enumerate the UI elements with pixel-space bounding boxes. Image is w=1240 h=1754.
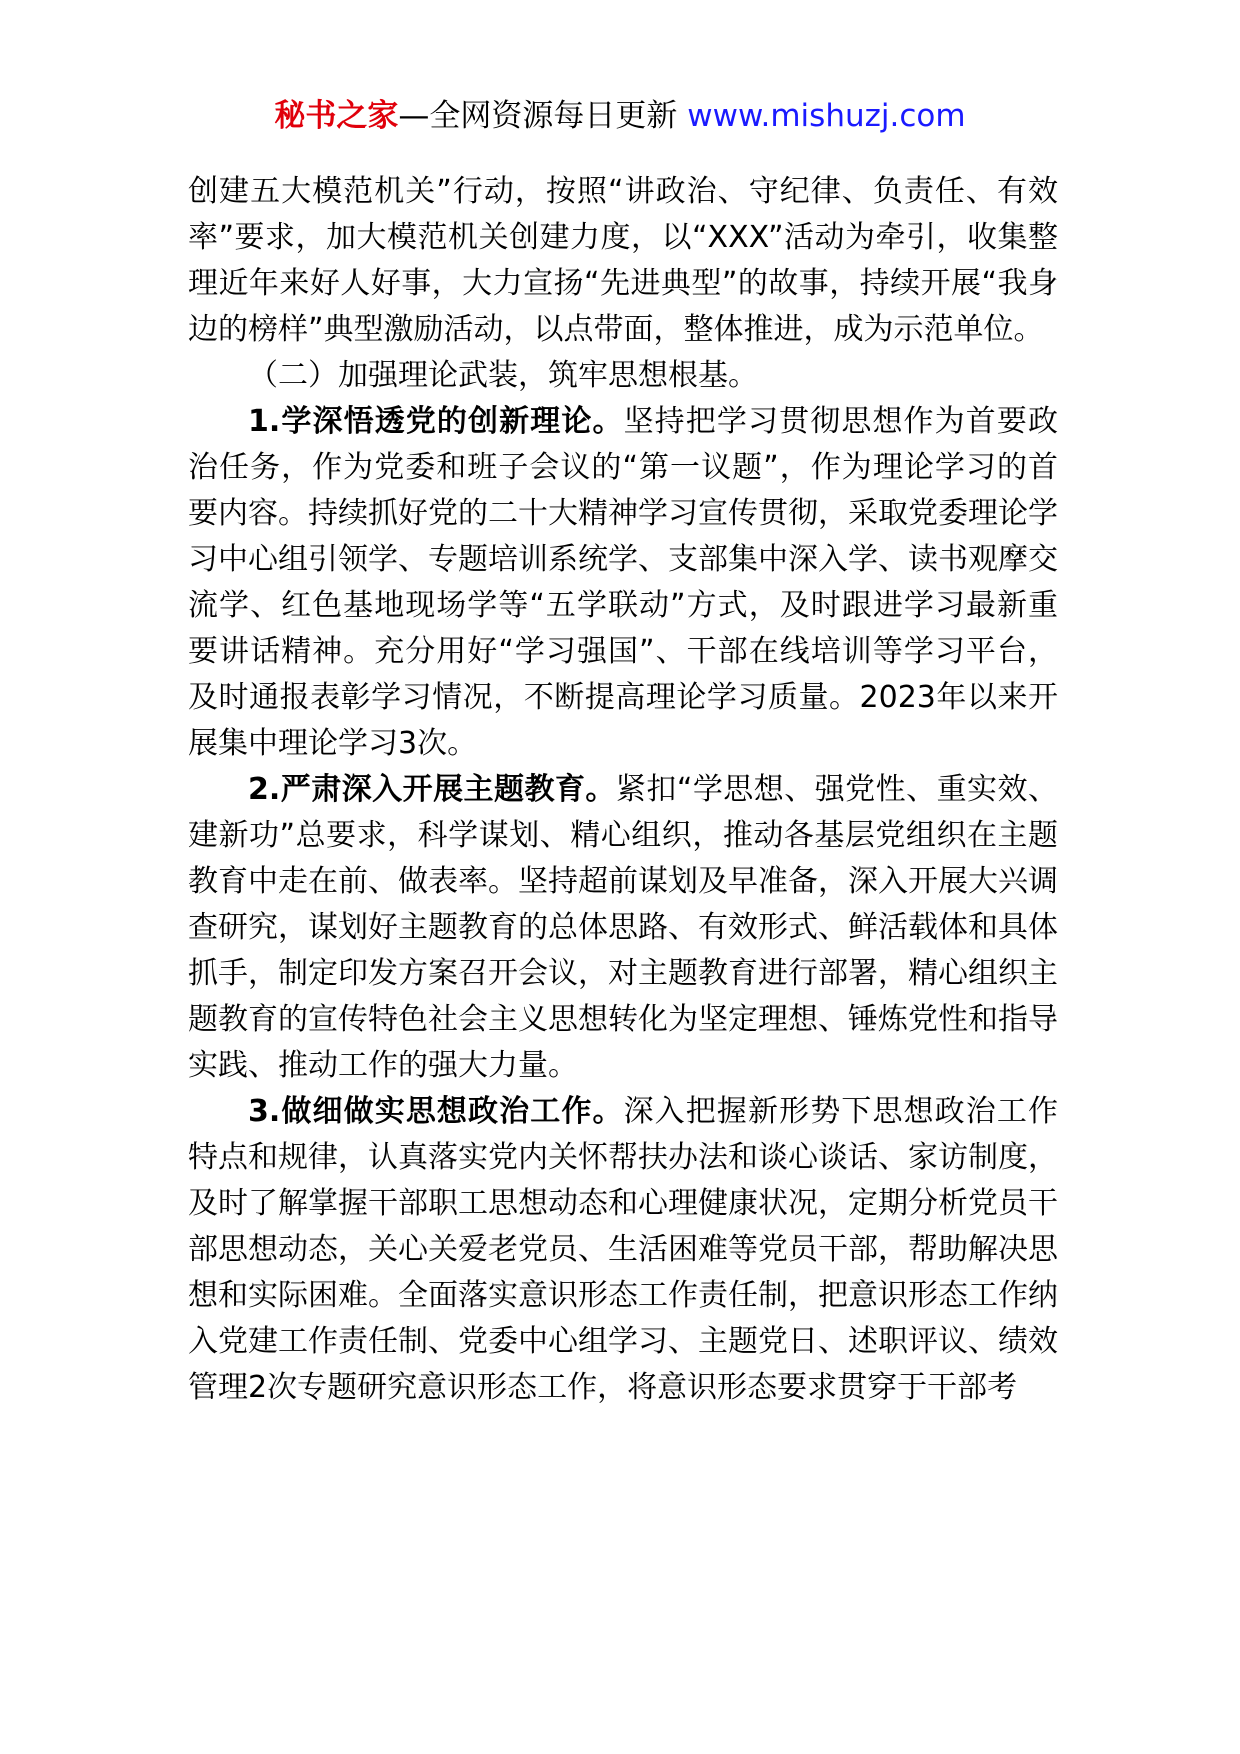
page-header (0, 96, 1240, 136)
paragraph-item-1 (188, 399, 1058, 767)
section-heading: （二）加强理论武装，筑牢思想根基。 (248, 358, 758, 393)
item-2-text: 紧扣“学思想、强党性、重实效、建新功”总要求，科学谋划、精心组织，推动各基层党组织在主题教育中走在前、做表率。坚持超前谋划及早准备，深入开展大兴调查研究，谋划好主题教育的总体思路、有效形式、鲜活载体和具体抓手，制定印发方案召开会议，对主题教育进行部署，精心组织主题教育的宣传特色社会主义思想转化为坚定理想、锤炼党性和指导实践、推动工作的强大力量。 (188, 772, 1058, 1083)
document-body (188, 169, 1058, 1411)
item-3-text: 深入把握新形势下思想政治工作特点和规律，认真落实党内关怀帮扶办法和谈心谈话、家访制度，及时了解掌握干部职工思想动态和心理健康状况，定期分析党员干部思想动态，关心关爱老党员、生活困难等党员干部，帮助解决思想和实际困难。全面落实意识形态工作责任制，把意识形态工作纳入党建工作责任制、党委中心组学习、主题党日、述职评议、绩效管理2次专题研究意识形态工作，将意识形态要求贯穿于干部考 (188, 1094, 1058, 1405)
paragraph-item-2 (188, 767, 1058, 1089)
paragraph-item-3 (188, 1089, 1058, 1411)
brand-name: 秘书之家 (274, 98, 399, 134)
item-3-heading: 3.做细做实思想政治工作。 (248, 1094, 624, 1129)
site-url-link[interactable]: www.mishuzj.com (687, 98, 966, 134)
paragraph-continuation: 创建五大模范机关”行动，按照“讲政治、守纪律、负责任、有效率”要求，加大模范机关创建力度，以“XXX”活动为牵引，收集整理近年来好人好事，大力宣扬“先进典型”的故事，持续开展“我身边的榜样”典型激励活动，以点带面，整体推进，成为示范单位。 (188, 174, 1058, 347)
item-1-text: 坚持把学习贯彻思想作为首要政治任务，作为党委和班子会议的“第一议题”，作为理论学习的首要内容。持续抓好党的二十大精神学习宣传贯彻，采取党委理论学习中心组引领学、专题培训系统学、支部集中深入学、读书观摩交流学、红色基地现场学等“五学联动”方式，及时跟进学习最新重要讲话精神。充分用好“学习强国”、干部在线培训等学习平台，及时通报表彰学习情况，不断提高理论学习质量。2023年以来开展集中理论学习3次。 (188, 404, 1058, 761)
item-2-heading: 2.严肃深入开展主题教育。 (248, 772, 616, 807)
header-tagline: —全网资源每日更新 (398, 98, 688, 134)
item-1-heading: 1.学深悟透党的创新理论。 (248, 404, 624, 439)
